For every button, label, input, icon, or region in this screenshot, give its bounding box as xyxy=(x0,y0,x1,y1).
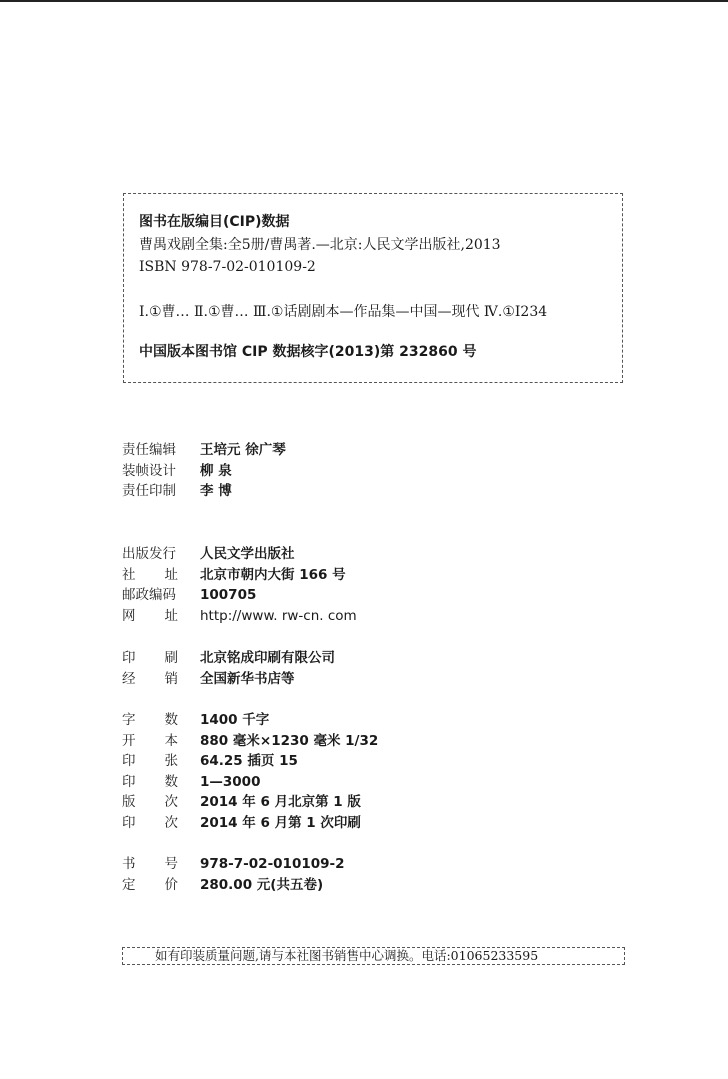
print-run-row xyxy=(122,772,378,793)
distributor-value: 全国新华书店等 xyxy=(200,670,295,687)
publisher-row xyxy=(122,544,357,565)
label-char: 印 xyxy=(122,773,136,790)
printer-row xyxy=(122,648,335,669)
address-value: 北京市朝内大街 166 号 xyxy=(200,566,346,583)
label-char: 印 xyxy=(122,753,136,770)
staff-row-printing-supervisor xyxy=(122,481,286,502)
cip-classification-line: Ⅰ.①曹… Ⅱ.①曹… Ⅲ.①话剧剧本—作品集—中国—现代 Ⅳ.①I234 xyxy=(139,304,548,320)
printer-label-char: 印 xyxy=(122,650,136,666)
cip-isbn-line: ISBN 978-7-02-010109-2 xyxy=(139,259,316,275)
address-row xyxy=(122,565,357,586)
cip-data-box xyxy=(123,193,623,383)
distributor-label xyxy=(122,669,178,690)
website-label-char: 网 xyxy=(122,607,136,624)
printing-section xyxy=(122,648,335,689)
label-char: 次 xyxy=(164,794,178,811)
print-run-label xyxy=(122,772,178,793)
label-char: 印 xyxy=(122,814,136,831)
printer-value: 北京铭成印刷有限公司 xyxy=(200,650,335,666)
staff-value: 柳 泉 xyxy=(200,462,232,479)
quality-notice: 如有印装质量问题,请与本社图书销售中心调换。电话:01065233595 xyxy=(122,947,625,965)
top-rule xyxy=(0,0,728,2)
isbn-value: 978-7-02-010109-2 xyxy=(200,856,345,872)
label-char: 价 xyxy=(164,876,178,893)
staff-value: 王培元 徐广琴 xyxy=(200,442,286,458)
staff-value: 李 博 xyxy=(200,483,232,500)
label-char: 数 xyxy=(164,712,178,728)
label-char: 张 xyxy=(164,753,178,770)
postcode-row xyxy=(122,585,357,606)
label-char: 字 xyxy=(122,712,136,728)
address-label-char: 址 xyxy=(164,566,178,583)
address-label-char: 社 xyxy=(122,566,136,583)
distributor-label-char: 销 xyxy=(164,670,178,687)
format-label xyxy=(122,731,178,752)
label-char: 开 xyxy=(122,732,136,749)
print-run-value: 1—3000 xyxy=(200,773,261,790)
website-value: http://www. rw-cn. com xyxy=(200,607,357,624)
publisher-section xyxy=(122,544,357,626)
label-char: 书 xyxy=(122,856,136,872)
publisher-value: 人民文学出版社 xyxy=(200,546,295,562)
staff-section xyxy=(122,440,286,502)
label-char: 版 xyxy=(122,794,136,811)
website-label xyxy=(122,606,178,627)
cip-heading: 图书在版编目(CIP)数据 xyxy=(139,214,290,230)
cip-title-line: 曹禺戏剧全集:全5册/曹禺著.—北京:人民文学出版社,2013 xyxy=(139,237,501,253)
staff-row-editor xyxy=(122,440,286,461)
impression-row xyxy=(122,813,378,834)
printer-label-char: 刷 xyxy=(164,650,178,666)
word-count-value: 1400 千字 xyxy=(200,712,270,728)
isbn-label xyxy=(122,854,178,875)
postcode-label: 邮政编码 xyxy=(122,587,176,604)
edition-value: 2014 年 6 月北京第 1 版 xyxy=(200,794,361,811)
distributor-row xyxy=(122,669,335,690)
publisher-label: 出版发行 xyxy=(122,546,176,562)
website-row xyxy=(122,606,357,627)
specs-section xyxy=(122,710,378,834)
label-char: 数 xyxy=(164,773,178,790)
edition-row xyxy=(122,792,378,813)
label-char: 次 xyxy=(164,814,178,831)
label-char: 号 xyxy=(164,856,178,872)
staff-label: 责任编辑 xyxy=(122,442,176,458)
impression-label xyxy=(122,813,178,834)
address-label xyxy=(122,565,178,586)
price-value: 280.00 元(共五卷) xyxy=(200,876,324,893)
price-row xyxy=(122,875,345,896)
staff-row-designer xyxy=(122,461,286,482)
isbn-row xyxy=(122,854,345,875)
format-value: 880 毫米×1230 毫米 1/32 xyxy=(200,732,379,749)
postcode-value: 100705 xyxy=(200,587,257,604)
impression-value: 2014 年 6 月第 1 次印刷 xyxy=(200,814,361,831)
edition-label xyxy=(122,792,178,813)
price-label xyxy=(122,875,178,896)
pricing-section xyxy=(122,854,345,895)
label-char: 定 xyxy=(122,876,136,893)
staff-label: 装帧设计 xyxy=(122,462,176,479)
distributor-label-char: 经 xyxy=(122,670,136,687)
sheets-value: 64.25 插页 15 xyxy=(200,753,298,770)
website-label-char: 址 xyxy=(164,607,178,624)
printer-label xyxy=(122,648,178,669)
sheets-label xyxy=(122,751,178,772)
word-count-row xyxy=(122,710,378,731)
staff-label: 责任印制 xyxy=(122,483,176,500)
sheets-row xyxy=(122,751,378,772)
word-count-label xyxy=(122,710,178,731)
cip-approval-line: 中国版本图书馆 CIP 数据核字(2013)第 232860 号 xyxy=(139,344,477,360)
format-row xyxy=(122,731,378,752)
label-char: 本 xyxy=(164,732,178,749)
